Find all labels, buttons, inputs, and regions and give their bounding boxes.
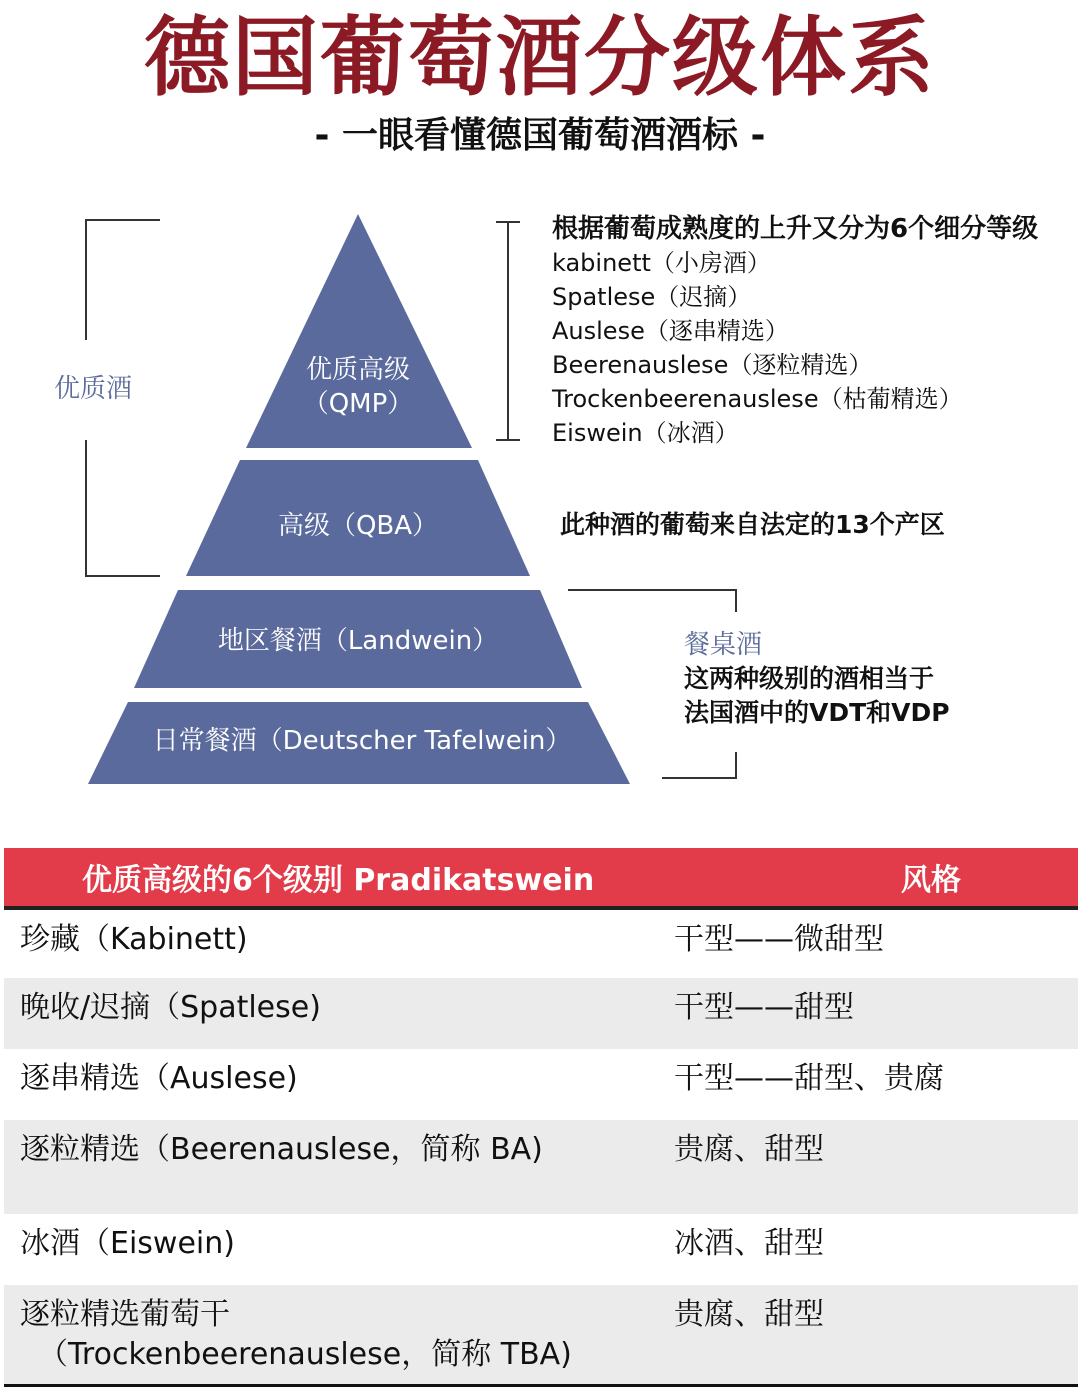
table-wine-line-2: 法国酒中的VDT和VDP [684, 698, 950, 727]
table-row [4, 1120, 1078, 1214]
grade-cell: 冰酒（Eiswein) [4, 1214, 674, 1285]
level-qmp-abbr: （QMP） [302, 389, 414, 419]
table-row [4, 1214, 1078, 1285]
level-qba: 高级（QBA） [277, 511, 439, 541]
table-row [4, 908, 1078, 978]
qmp-grade-item: Eiswein（冰酒） [552, 419, 739, 447]
column-header-style: 风格 [674, 848, 1078, 908]
qmp-note [552, 212, 1038, 450]
style-cell: 干型——甜型、贵腐 [674, 1049, 1078, 1120]
table-wine-line-1: 这两种级别的酒相当于 [684, 664, 935, 693]
grade-line-2: （Trockenbeerenauslese，简称 TBA) [38, 1337, 572, 1372]
table-wine-note [684, 628, 950, 730]
style-cell: 冰酒、甜型 [674, 1214, 1078, 1285]
style-cell: 贵腐、甜型 [674, 1285, 1078, 1385]
grade-cell: 晚收/迟摘（Spatlese) [4, 978, 674, 1049]
pradikat-table [4, 848, 1078, 1387]
grade-cell: 逐串精选（Auslese) [4, 1049, 674, 1120]
table-wine-bracket [568, 590, 736, 612]
style-cell: 干型——微甜型 [674, 908, 1078, 978]
table-row [4, 1049, 1078, 1120]
style-cell: 贵腐、甜型 [674, 1120, 1078, 1214]
level-landwein: 地区餐酒（Landwein） [217, 626, 499, 656]
qmp-note-heading: 根据葡萄成熟度的上升又分为6个细分等级 [552, 214, 1039, 244]
qmp-grade-item: Trockenbeerenauslese（枯葡精选） [552, 385, 963, 413]
qmp-grade-item: Spatlese（迟摘） [552, 283, 752, 311]
quality-bracket-lower [86, 440, 160, 576]
grade-cell: 珍藏（Kabinett) [4, 908, 674, 978]
qba-note: 此种酒的葡萄来自法定的13个产区 [560, 510, 945, 539]
page-subtitle: - 一眼看懂德国葡萄酒酒标 - [314, 115, 766, 156]
table-row [4, 1285, 1078, 1385]
table-header-row [4, 848, 1078, 908]
table-wine-label: 餐桌酒 [684, 630, 763, 660]
grade-line-1: 逐粒精选葡萄干 [20, 1297, 230, 1332]
qmp-grade-item: Beerenauslese（逐粒精选） [552, 351, 873, 379]
level-tafelwein: 日常餐酒（Deutscher Tafelwein） [152, 726, 572, 756]
table-row [4, 978, 1078, 1049]
qmp-grade-item: kabinett（小房酒） [552, 249, 771, 277]
style-cell: 干型——甜型 [674, 978, 1078, 1049]
qmp-grade-item: Auslese（逐串精选） [552, 317, 789, 345]
page-title: 德国葡萄酒分级体系 [144, 8, 936, 108]
quality-bracket [86, 220, 160, 340]
level-qmp-name: 优质高级 [305, 355, 411, 385]
grade-cell: 逐粒精选（Beerenauslese，简称 BA) [4, 1120, 674, 1214]
grade-cell [4, 1285, 674, 1385]
quality-wine-label: 优质酒 [54, 374, 133, 404]
column-header-grade: 优质高级的6个级别 Pradikatswein [4, 848, 674, 908]
